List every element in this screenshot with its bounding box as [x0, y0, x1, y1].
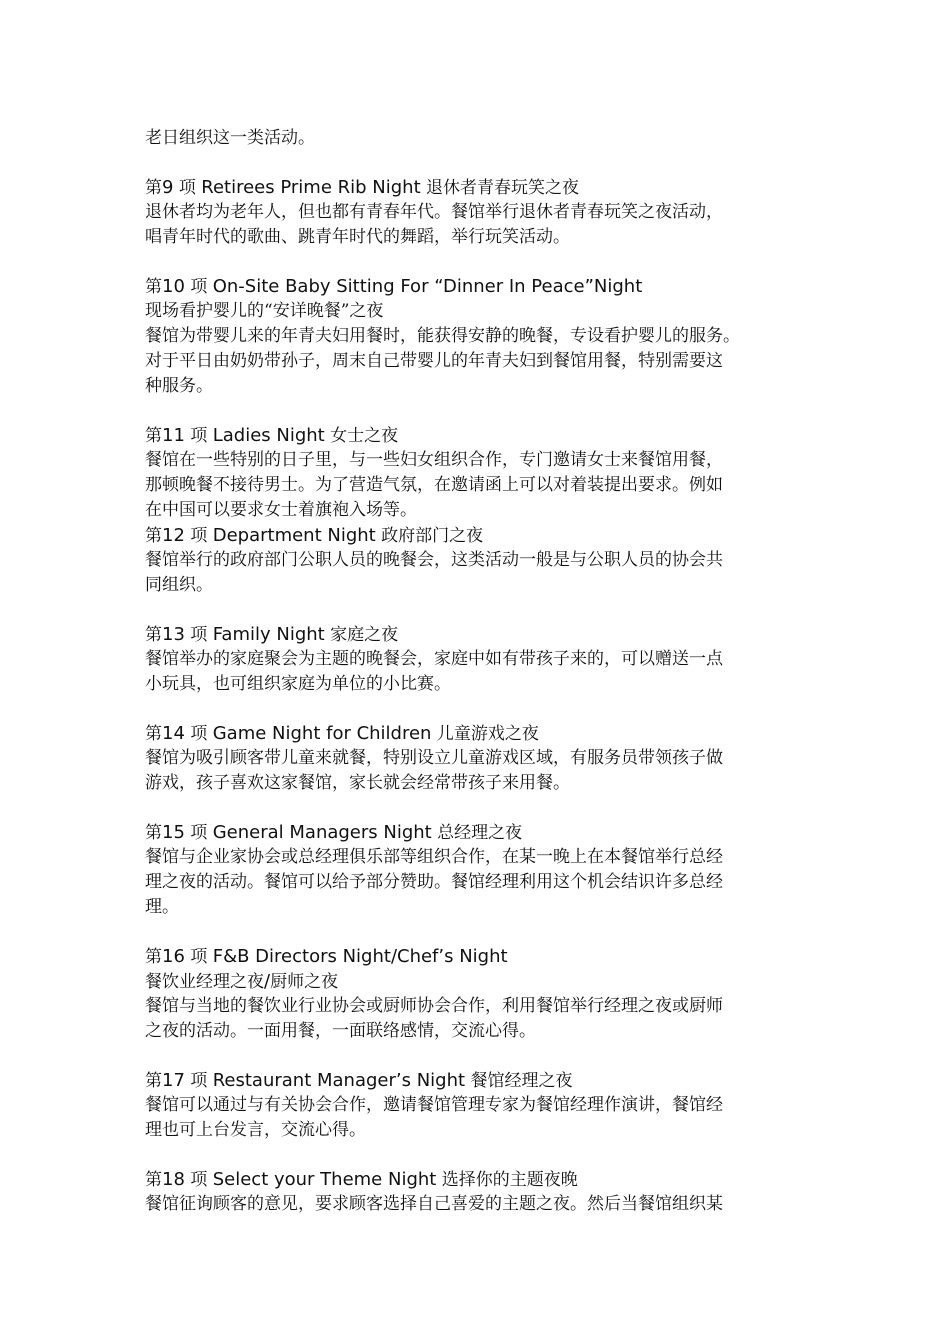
item-body-line: 餐馆与企业家协会或总经理俱乐部等组织合作，在某一晚上在本餐馆举行总经 [145, 847, 723, 867]
item-number: 9 [162, 177, 174, 198]
paragraph-gap [145, 250, 815, 274]
item-16 [145, 944, 815, 1044]
item-number: 14 [162, 723, 185, 744]
item-number: 16 [162, 946, 185, 967]
item-number: 12 [162, 525, 185, 546]
item-11 [145, 423, 815, 523]
item-13 [145, 622, 815, 697]
item-body-line: 餐馆可以通过与有关协会合作，邀请餐馆管理专家为餐馆经理作演讲，餐馆经 [145, 1095, 723, 1115]
item-unit: 项 [178, 178, 196, 198]
item-title-cn: 选择你的主题夜晚 [441, 1170, 578, 1190]
item-title-en: Select your Theme Night [212, 1169, 437, 1190]
item-body-line: 退休者均为老年人，但也都有青春年代。餐馆举行退休者青春玩笑之夜活动， [145, 202, 723, 222]
paragraph-gap [145, 920, 815, 944]
item-prefix: 第 [145, 823, 162, 843]
item-body-line: 餐馆举行的政府部门公职人员的晚餐会，这类活动一般是与公职人员的协会共 [145, 550, 723, 570]
item-heading [145, 820, 815, 845]
item-prefix: 第 [145, 277, 162, 297]
item-12 [145, 523, 815, 598]
item-title-cn: 女士之夜 [330, 426, 399, 446]
paragraph-gap [145, 1044, 815, 1068]
item-body-line: 餐馆为吸引顾客带儿童来就餐，特别设立儿童游戏区域，有服务员带领孩子做 [145, 748, 723, 768]
item-title-en: Retirees Prime Rib Night [201, 177, 421, 198]
item-title-cn: 儿童游戏之夜 [436, 724, 539, 744]
item-title-cn-separator: / [264, 971, 271, 992]
item-body-line: 餐馆征询顾客的意见，要求顾客选择自己喜爱的主题之夜。然后当餐馆组织某 [145, 1194, 723, 1214]
item-heading [145, 944, 815, 969]
item-body-line: 理之夜的活动。餐馆可以给予部分赞助。餐馆经理利用这个机会结识许多总经 [145, 872, 723, 892]
item-number: 13 [162, 624, 185, 645]
item-unit: 项 [190, 526, 208, 546]
item-body-line: 同组织。 [145, 575, 213, 595]
item-18 [145, 1167, 815, 1217]
item-body-line: 理。 [145, 897, 179, 917]
item-prefix: 第 [145, 526, 162, 546]
item-body-line: 那顿晚餐不接待男士。为了营造气氛，在邀请函上可以对着装提出要求。例如 [145, 475, 723, 495]
item-title-en: F&B Directors Night/Chef’s Night [212, 946, 508, 967]
item-9 [145, 175, 815, 250]
item-number: 18 [162, 1169, 185, 1190]
item-prefix: 第 [145, 1170, 162, 1190]
item-number: 17 [162, 1070, 185, 1091]
item-heading [145, 175, 815, 200]
item-body-line: 在中国可以要求女士着旗袍入场等。 [145, 500, 417, 520]
item-title-en: Game Night for Children [212, 723, 432, 744]
item-unit: 项 [190, 1071, 208, 1091]
item-heading [145, 721, 815, 746]
item-body-line: 之夜的活动。一面用餐，一面联络感情，交流心得。 [145, 1021, 536, 1041]
item-prefix: 第 [145, 426, 162, 446]
item-title-cn-part-b: 厨师之夜 [270, 972, 339, 992]
item-heading [145, 274, 815, 299]
item-unit: 项 [190, 947, 208, 967]
item-title-cn: 家庭之夜 [330, 625, 399, 645]
item-title-cn: 退休者青春玩笑之夜 [426, 178, 580, 198]
item-heading [145, 523, 815, 548]
paragraph-gap [145, 598, 815, 622]
item-unit: 项 [190, 1170, 208, 1190]
item-15 [145, 820, 815, 920]
item-14 [145, 721, 815, 796]
item-title-en: Family Night [212, 624, 325, 645]
paragraph-gap [145, 796, 815, 820]
item-title-cn: 总经理之夜 [437, 823, 523, 843]
item-10 [145, 274, 815, 399]
item-unit: 项 [190, 426, 208, 446]
item-title-en: Department Night [212, 525, 376, 546]
item-prefix: 第 [145, 1071, 162, 1091]
item-title-en: Restaurant Manager’s Night [212, 1070, 466, 1091]
item-number: 15 [162, 822, 185, 843]
item-body-line: 小玩具，也可组织家庭为单位的小比赛。 [145, 674, 451, 694]
item-title-en: General Managers Night [212, 822, 432, 843]
item-title-cn [145, 969, 815, 994]
item-prefix: 第 [145, 625, 162, 645]
item-prefix: 第 [145, 947, 162, 967]
item-body-line: 餐馆在一些特别的日子里，与一些妇女组织合作，专门邀请女士来餐馆用餐， [145, 450, 723, 470]
item-title-en: Ladies Night [212, 425, 325, 446]
item-heading [145, 423, 815, 448]
item-title-en: On-Site Baby Sitting For “Dinner In Peace”Night [212, 276, 643, 297]
paragraph-gap [145, 697, 815, 721]
item-17 [145, 1068, 815, 1143]
item-body-line: 餐馆为带婴儿来的年青夫妇用餐时，能获得安静的晚餐，专设看护婴儿的服务。 [145, 326, 740, 346]
item-number: 10 [162, 276, 185, 297]
item-unit: 项 [190, 277, 208, 297]
item-heading [145, 1068, 815, 1093]
item-unit: 项 [190, 625, 208, 645]
item-unit: 项 [190, 823, 208, 843]
item-heading [145, 1167, 815, 1192]
item-body-line: 对于平日由奶奶带孙子，周末自己带婴儿的年青夫妇到餐馆用餐，特别需要这 [145, 351, 723, 371]
item-title-cn: 现场看护婴儿的“安详晚餐”之夜 [145, 301, 384, 321]
item-body-line: 餐馆举办的家庭聚会为主题的晚餐会，家庭中如有带孩子来的，可以赠送一点 [145, 649, 723, 669]
item-prefix: 第 [145, 724, 162, 744]
paragraph-gap [145, 399, 815, 423]
item-number: 11 [162, 425, 185, 446]
item-body-line: 唱青年时代的歌曲、跳青年时代的舞蹈，举行玩笑活动。 [145, 227, 570, 247]
item-unit: 项 [190, 724, 208, 744]
item-title-cn: 餐馆经理之夜 [470, 1071, 573, 1091]
item-title-cn: 政府部门之夜 [381, 526, 484, 546]
paragraph-gap [145, 1143, 815, 1167]
item-heading [145, 622, 815, 647]
item-body-line: 餐馆与当地的餐饮业行业协会或厨师协会合作，利用餐馆举行经理之夜或厨师 [145, 996, 723, 1016]
item-body-line: 游戏，孩子喜欢这家餐馆，家长就会经常带孩子来用餐。 [145, 773, 570, 793]
item-prefix: 第 [145, 178, 162, 198]
intro-line: 老日组织这一类活动。 [145, 128, 315, 148]
document-page [145, 126, 815, 1217]
item-body-line: 种服务。 [145, 376, 213, 396]
item-title-cn-part-a: 餐饮业经理之夜 [145, 972, 264, 992]
item-body-line: 理也可上台发言，交流心得。 [145, 1120, 366, 1140]
paragraph-gap [145, 151, 815, 175]
